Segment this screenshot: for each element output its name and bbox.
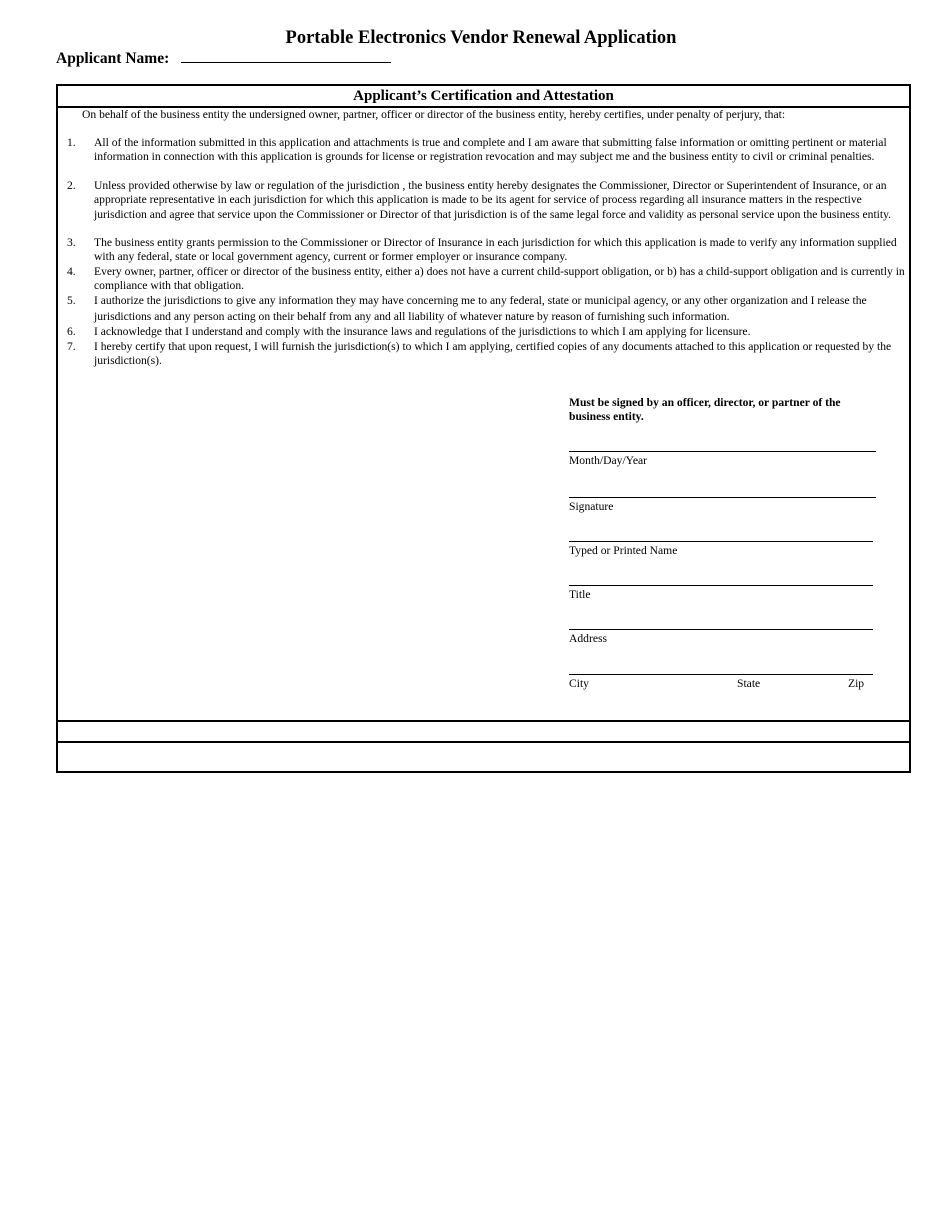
signature-field[interactable] bbox=[569, 497, 876, 498]
item-number: 6. bbox=[67, 325, 76, 338]
printed-name-label: Typed or Printed Name bbox=[569, 544, 678, 557]
address-label: Address bbox=[569, 632, 607, 645]
footer-row bbox=[58, 720, 909, 743]
intro-text: On behalf of the business entity the undersigned owner, partner, officer or director of the business entity, hereby certifies, under penalty of perjury, that: bbox=[82, 108, 786, 121]
date-field[interactable] bbox=[569, 451, 876, 452]
item-number: 1. bbox=[67, 136, 76, 149]
applicant-name-row bbox=[56, 48, 391, 69]
applicant-name-field[interactable] bbox=[181, 48, 391, 63]
section-heading: Applicant’s Certification and Attestation bbox=[58, 86, 909, 108]
document-title: Portable Electronics Vendor Renewal Application bbox=[285, 28, 677, 48]
signature-note: Must be signed by an officer, director, or partner of the business entity. bbox=[569, 396, 841, 423]
item-text: I acknowledge that I understand and comply with the insurance laws and regulations of the jurisdictions to which I am applying for licensure. bbox=[94, 325, 751, 338]
item-number: 2. bbox=[67, 179, 76, 192]
item-number: 7. bbox=[67, 340, 76, 353]
item-text: I hereby certify that upon request, I will furnish the jurisdiction(s) to which I am applying, certified copies of any documents attached to this application or requested by the jurisdiction(s). bbox=[94, 340, 892, 368]
item-number: 5. bbox=[67, 294, 76, 307]
title-label: Title bbox=[569, 588, 591, 601]
item-text: Every owner, partner, officer or director of the business entity, either a) does not have a current child-support obligation, or b) has a child-support obligation and is currently in compliance with that obligation. bbox=[94, 265, 905, 293]
certification-section bbox=[56, 84, 911, 773]
applicant-name-label: Applicant Name: bbox=[56, 50, 170, 67]
item-text: I authorize the jurisdictions to give any information they may have concerning me to any federal, state or municipal agency, or any other organization and I release the jurisdictions and any person acting on their behalf from any and all liability of whatever nature by reason of furnishing such information. bbox=[94, 294, 867, 323]
item-number: 4. bbox=[67, 265, 76, 278]
city-label: City bbox=[569, 677, 589, 690]
zip-label: Zip bbox=[848, 677, 865, 690]
title-field[interactable] bbox=[569, 585, 873, 586]
item-text: Unless provided otherwise by law or regulation of the jurisdiction , the business entity hereby designates the Commissioner, Director or Superintendent of Insurance, or an appropriate representative in each jurisdiction for which this application is made to be its agent for service of process regarding all insurance matters in the respective jurisdiction and agree that service upon the Commissioner or Director of that jurisdiction is of the same legal force and validity as personal service upon the business entity. bbox=[94, 179, 892, 221]
printed-name-field[interactable] bbox=[569, 541, 873, 542]
item-number: 3. bbox=[67, 236, 76, 249]
signature-label: Signature bbox=[569, 500, 614, 513]
city-state-zip-field[interactable] bbox=[569, 674, 873, 675]
item-text: All of the information submitted in this application and attachments is true and complete and I am aware that submitting false information or omitting pertinent or material information in connection with this application is grounds for license or registration revocation and may subject me and the business entity to civil or criminal penalties. bbox=[94, 136, 887, 164]
date-label: Month/Day/Year bbox=[569, 454, 648, 467]
item-text: The business entity grants permission to the Commissioner or Director of Insurance in each jurisdiction for which this application is made to verify any information supplied with any federal, state or local government agency, current or former employer or insurance company. bbox=[94, 236, 897, 264]
signature-block bbox=[569, 396, 889, 690]
state-label: State bbox=[737, 677, 761, 690]
address-field[interactable] bbox=[569, 629, 873, 630]
